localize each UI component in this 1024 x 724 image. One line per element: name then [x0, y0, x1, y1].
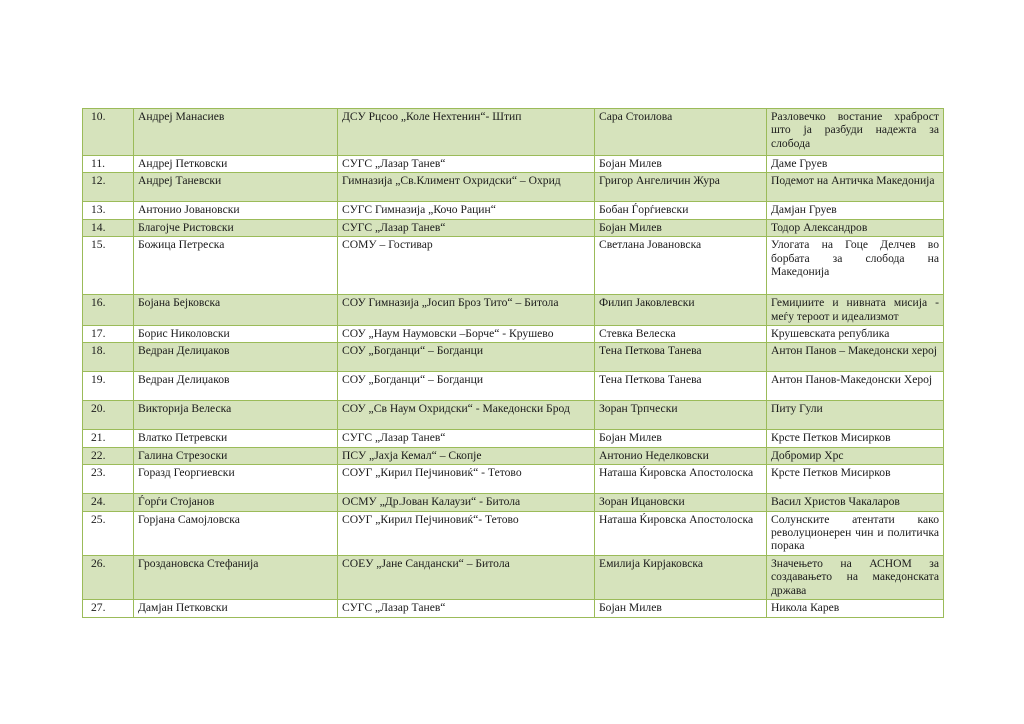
table-row — [83, 447, 944, 464]
student-name: Галина Стрезоски — [134, 447, 338, 464]
student-name: Бојана Бејковска — [134, 295, 338, 326]
table-row — [83, 326, 944, 343]
school-name: СУГС „Лазар Танев“ — [338, 219, 595, 236]
student-name: Антонио Јовановски — [134, 202, 338, 219]
student-name: Андреј Таневски — [134, 173, 338, 202]
table-row — [83, 219, 944, 236]
school-name: ОСМУ „Др.Јован Калаузи“ - Битола — [338, 494, 595, 511]
row-number: 26. — [83, 555, 134, 599]
mentor-name: Бојан Милев — [595, 600, 767, 617]
school-name: СУГС Гимназија „Кочо Рацин“ — [338, 202, 595, 219]
topic-title: Значењето на АСНОМ за создавањето на македонската држава — [767, 555, 944, 599]
row-number: 19. — [83, 372, 134, 401]
mentor-name: Светлана Јовановска — [595, 237, 767, 295]
row-number: 27. — [83, 600, 134, 617]
mentor-name: Стевка Велеска — [595, 326, 767, 343]
row-number: 12. — [83, 173, 134, 202]
topic-title: Тодор Александров — [767, 219, 944, 236]
school-name: СУГС „Лазар Танев“ — [338, 430, 595, 447]
topic-title: Улогата на Гоце Делчев во борбата за слобода на Македонија — [767, 237, 944, 295]
school-name: СОУ Гимназија „Јосип Броз Тито“ – Битола — [338, 295, 595, 326]
topic-title: Даме Груев — [767, 156, 944, 173]
topic-title: Питу Гули — [767, 401, 944, 430]
student-name: Дамјан Петковски — [134, 600, 338, 617]
row-number: 20. — [83, 401, 134, 430]
student-name: Борис Николовски — [134, 326, 338, 343]
student-name: Андреј Петковски — [134, 156, 338, 173]
table-row — [83, 343, 944, 372]
topic-title: Васил Христов Чакаларов — [767, 494, 944, 511]
mentor-name: Наташа Ќировска Апостолоска — [595, 465, 767, 494]
table-row — [83, 555, 944, 599]
topic-title: Добромир Хрс — [767, 447, 944, 464]
table-row — [83, 494, 944, 511]
school-name: СОУ „Св Наум Охридски“ - Македонски Брод — [338, 401, 595, 430]
table-row — [83, 600, 944, 617]
mentor-name: Бојан Милев — [595, 156, 767, 173]
topic-title: Подемот на Античка Македонија — [767, 173, 944, 202]
row-number: 10. — [83, 109, 134, 156]
mentor-name: Зоран Ицановски — [595, 494, 767, 511]
topic-title: Антон Панов-Македонски Херој — [767, 372, 944, 401]
mentor-name: Зоран Трпчески — [595, 401, 767, 430]
row-number: 24. — [83, 494, 134, 511]
mentor-name: Бојан Милев — [595, 430, 767, 447]
student-name: Влатко Петревски — [134, 430, 338, 447]
row-number: 11. — [83, 156, 134, 173]
table-row — [83, 109, 944, 156]
school-name: СОУ „Богданци“ – Богданци — [338, 372, 595, 401]
table-row — [83, 173, 944, 202]
school-name: ДСУ Рцсоо „Коле Нехтенин“- Штип — [338, 109, 595, 156]
row-number: 16. — [83, 295, 134, 326]
topic-title: Солунските атентати како револуционерен чин и политичка порака — [767, 511, 944, 555]
student-name: Гроздановска Стефанија — [134, 555, 338, 599]
topic-title: Дамјан Груев — [767, 202, 944, 219]
mentor-name: Бобан Ѓорѓиевски — [595, 202, 767, 219]
mentor-name: Филип Јаковлевски — [595, 295, 767, 326]
mentor-name: Тена Петкова Танева — [595, 372, 767, 401]
table-body — [83, 109, 944, 618]
mentor-name: Тена Петкова Танева — [595, 343, 767, 372]
student-name: Ведран Делиџаков — [134, 343, 338, 372]
table-row — [83, 430, 944, 447]
topic-title: Разловечко востание храброст што ја разбуди надежта за слобода — [767, 109, 944, 156]
table-row — [83, 202, 944, 219]
school-name: СОУ „Наум Наумовски –Борче“ - Крушево — [338, 326, 595, 343]
topic-title: Антон Панов – Македонски херој — [767, 343, 944, 372]
mentor-name: Антонио Неделковски — [595, 447, 767, 464]
student-name: Горазд Георгиевски — [134, 465, 338, 494]
school-name: СУГС „Лазар Танев“ — [338, 600, 595, 617]
table-row — [83, 237, 944, 295]
topic-title: Крсте Петков Мисирков — [767, 465, 944, 494]
student-name: Божица Петреска — [134, 237, 338, 295]
student-name: Андреј Манасиев — [134, 109, 338, 156]
student-name: Викторија Велеска — [134, 401, 338, 430]
school-name: СОМУ – Гостивар — [338, 237, 595, 295]
row-number: 17. — [83, 326, 134, 343]
table-row — [83, 401, 944, 430]
row-number: 13. — [83, 202, 134, 219]
school-name: СОУГ „Кирил Пејчиновиќ“ - Тетово — [338, 465, 595, 494]
mentor-name: Сара Стоилова — [595, 109, 767, 156]
school-name: СОУ „Богданци“ – Богданци — [338, 343, 595, 372]
mentor-name: Бојан Милев — [595, 219, 767, 236]
school-name: СУГС „Лазар Танев“ — [338, 156, 595, 173]
mentor-name: Емилија Кирјаковска — [595, 555, 767, 599]
row-number: 25. — [83, 511, 134, 555]
table-row — [83, 511, 944, 555]
participants-table — [82, 108, 944, 618]
student-name: Ведран Делиџаков — [134, 372, 338, 401]
student-name: Благојче Ристовски — [134, 219, 338, 236]
student-name: Ѓорѓи Стојанов — [134, 494, 338, 511]
mentor-name: Григор Ангеличин Жура — [595, 173, 767, 202]
mentor-name: Наташа Ќировска Апостолоска — [595, 511, 767, 555]
table-row — [83, 372, 944, 401]
school-name: СОЕУ „Јане Сандански“ – Битола — [338, 555, 595, 599]
row-number: 14. — [83, 219, 134, 236]
row-number: 22. — [83, 447, 134, 464]
school-name: Гимназија „Св.Климент Охридски“ – Охрид — [338, 173, 595, 202]
row-number: 18. — [83, 343, 134, 372]
row-number: 23. — [83, 465, 134, 494]
table-row — [83, 156, 944, 173]
topic-title: Никола Карев — [767, 600, 944, 617]
student-name: Горјана Самојловска — [134, 511, 338, 555]
table-row — [83, 295, 944, 326]
topic-title: Гемиџиите и нивната мисија - меѓу тероот и идеализмот — [767, 295, 944, 326]
table-row — [83, 465, 944, 494]
topic-title: Крушевската република — [767, 326, 944, 343]
school-name: СОУГ „Кирил Пејчиновиќ“- Тетово — [338, 511, 595, 555]
topic-title: Крсте Петков Мисирков — [767, 430, 944, 447]
row-number: 15. — [83, 237, 134, 295]
school-name: ПСУ „Јахја Кемал“ – Скопје — [338, 447, 595, 464]
row-number: 21. — [83, 430, 134, 447]
